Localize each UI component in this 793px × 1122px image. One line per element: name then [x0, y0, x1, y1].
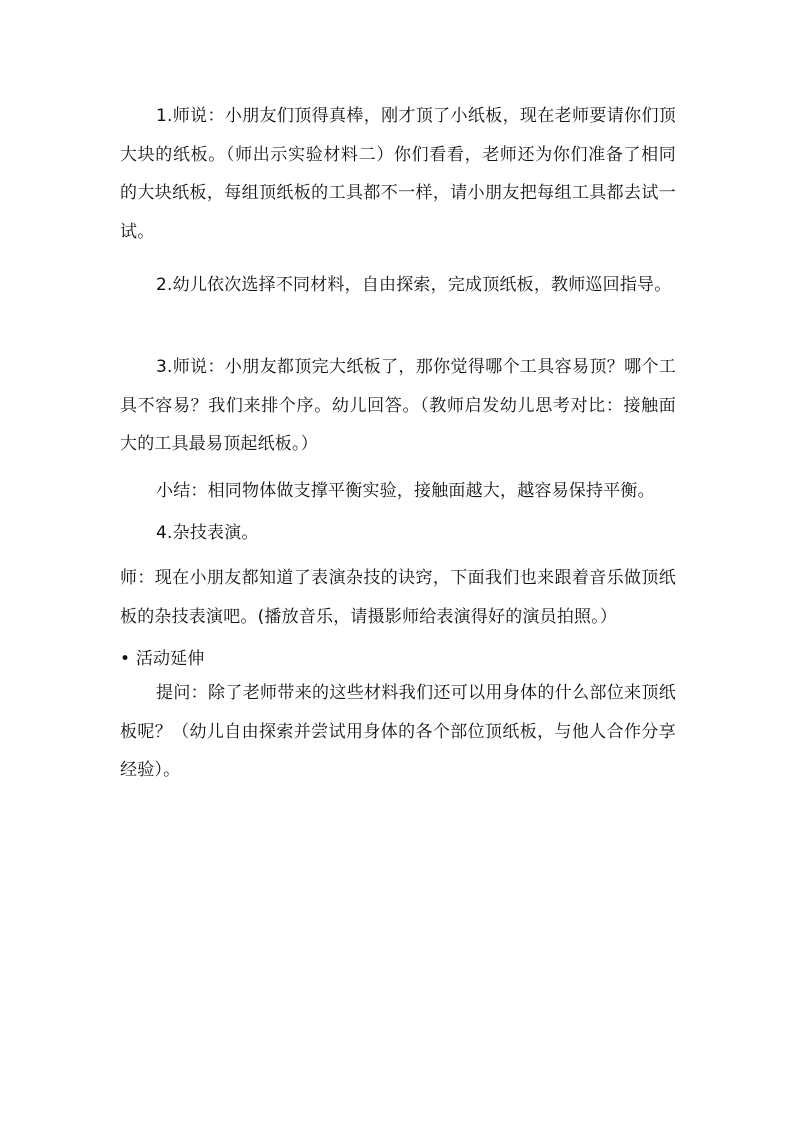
- paragraph-question: 提问：除了老师带来的这些材料我们还可以用身体的什么部位来顶纸板呢？（幼儿自由探索并尝试用身体的各个部位顶纸板，与他人合作分享经验）。: [120, 683, 676, 780]
- paragraph-step-2: 2.幼儿依次选择不同材料，自由探索，完成顶纸板，教师巡回指导。: [156, 275, 672, 295]
- paragraph-step-3: 3.师说：小朋友都顶完大纸板了，那你觉得哪个工具容易顶？哪个工具不容易？我们来排个序。幼儿回答。（教师启发幼儿思考对比：接触面大的工具最易顶起纸板。）: [120, 357, 676, 454]
- paragraph-summary: 小结：相同物体做支撑平衡实验，接触面越大，越容易保持平衡。: [156, 481, 655, 501]
- paragraph-teacher-speech: 师：现在小朋友都知道了表演杂技的诀窍，下面我们也来跟着音乐做顶纸板的杂技表演吧。(播放音乐，请摄影师给表演得好的演员拍照。）: [120, 568, 676, 627]
- paragraph-step-1: 1.师说：小朋友们顶得真棒，刚才顶了小纸板，现在老师要请你们顶大块的纸板。（师出示实验材料二）你们看看，老师还为你们准备了相同的大块纸板，每组顶纸板的工具都不一样，请小朋友把每组工具都去试一试。: [120, 106, 676, 242]
- paragraph-step-4: 4.杂技表演。: [156, 523, 259, 543]
- section-heading-extension: • 活动延伸: [120, 649, 205, 669]
